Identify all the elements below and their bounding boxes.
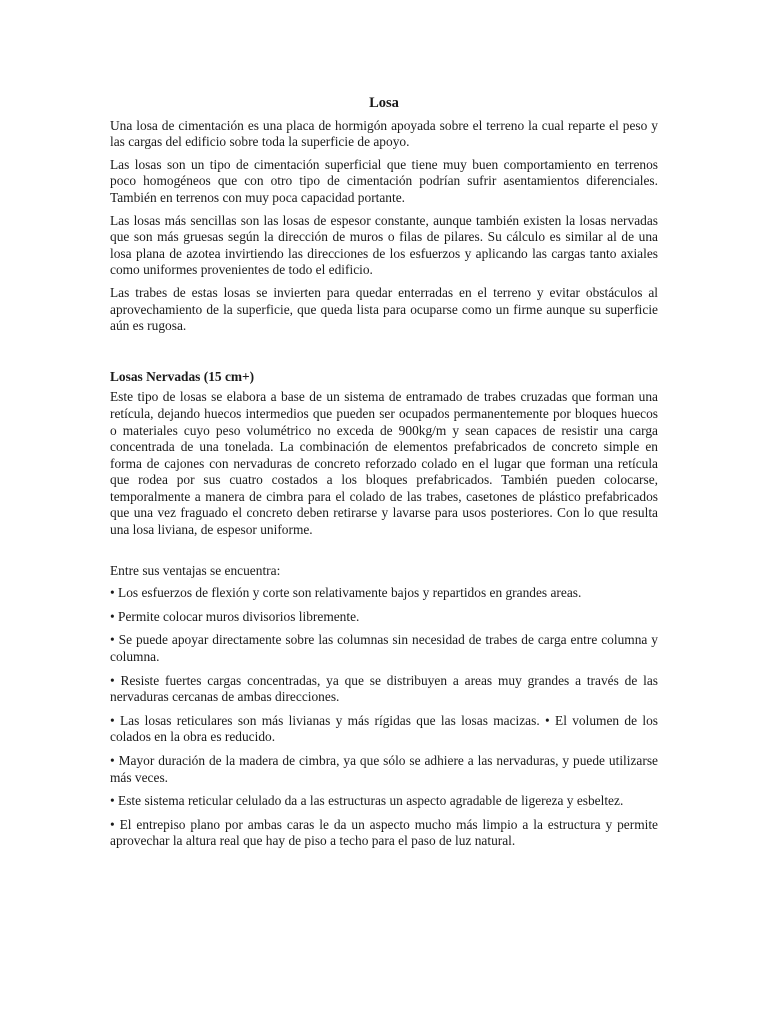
document-title: Losa bbox=[369, 95, 399, 111]
document-page bbox=[110, 95, 658, 857]
advantages-intro: Entre sus ventajas se encuentra: bbox=[110, 562, 281, 578]
bullet-item: • Resiste fuertes cargas concentradas, ya que se distribuyen a areas muy grandes a través de las nervaduras cercanas de ambas direcciones. bbox=[110, 672, 658, 705]
paragraph-definition: Una losa de cimentación es una placa de hormigón apoyada sobre el terreno la cual reparte el peso y las cargas del edificio sobre toda la superficie de apoyo. bbox=[110, 117, 658, 150]
paragraph-trabes: Las trabes de estas losas se invierten para quedar enterradas en el terreno y evitar obstáculos al aprovechamiento de la superficie, que queda lista para ocuparse como un firme aunque su superficie aún es rugosa. bbox=[110, 284, 658, 334]
bullet-item: • Los esfuerzos de flexión y corte son relativamente bajos y repartidos en grandes areas. bbox=[110, 585, 582, 601]
bullet-item: • Mayor duración de la madera de cimbra, ya que sólo se adhiere a las nervaduras, y puede utilizarse más veces. bbox=[110, 753, 658, 785]
bullet-item: • Se puede apoyar directamente sobre las columnas sin necesidad de trabes de carga entre columna y columna. bbox=[110, 632, 658, 665]
bullet-item: • Permite colocar muros divisorios libremente. bbox=[110, 608, 360, 624]
bullet-item: • Las losas reticulares son más livianas y más rígidas que las losas macizas. • El volumen de los colados en la obra es reducido. bbox=[110, 712, 658, 745]
section-heading: Losas Nervadas (15 cm+) bbox=[110, 368, 255, 384]
paragraph-types: Las losas más sencillas son las losas de espesor constante, aunque también existen la losas nervadas que son más gruesas según la dirección de muros o filas de pilares. Su cálculo es similar al de una losa plana de azotea invirtiendo las direcciones de los esfuerzos y aplicando las cargas tanto axiales como uniformes provenientes de todo el edificio. bbox=[110, 212, 658, 278]
bullet-item: • Este sistema reticular celulado da a las estructuras un aspecto agradable de ligereza y esbeltez. bbox=[110, 793, 624, 809]
section-body: Este tipo de losas se elabora a base de un sistema de entramado de trabes cruzadas que forman una retícula, dejando huecos intermedios que pueden ser ocupados permanentemente por bloques huecos o materiales cuyo peso volumétrico no exceda de 900kg/m y sean capaces de resistir una carga concentrada de una tonelada. La combinación de elementos prefabricados de concreto simple en forma de cajones con nervaduras de concreto reforzado colado en el lugar que forman una retícula que rodea por sus cuatro costados a los bloques prefabricados. También pueden colocarse, temporalmente a manera de cimbra para el colado de las trabes, casetones de plástico prefabricados que una vez fraguado el concreto deben retirarse y lavarse para usos posteriores. Con lo que resulta una losa liviana, de espesor uniforme. bbox=[110, 389, 658, 538]
paragraph-behavior: Las losas son un tipo de cimentación superficial que tiene muy buen comportamiento en terrenos poco homogéneos que con otro tipo de cimentación podrían sufrir asentamientos diferenciales. También en terrenos con muy poca capacidad portante. bbox=[110, 156, 658, 205]
bullet-item: • El entrepiso plano por ambas caras le da un aspecto mucho más limpio a la estructura y permite aprovechar la altura real que hay de piso a techo para el paso de luz natural. bbox=[110, 816, 658, 849]
